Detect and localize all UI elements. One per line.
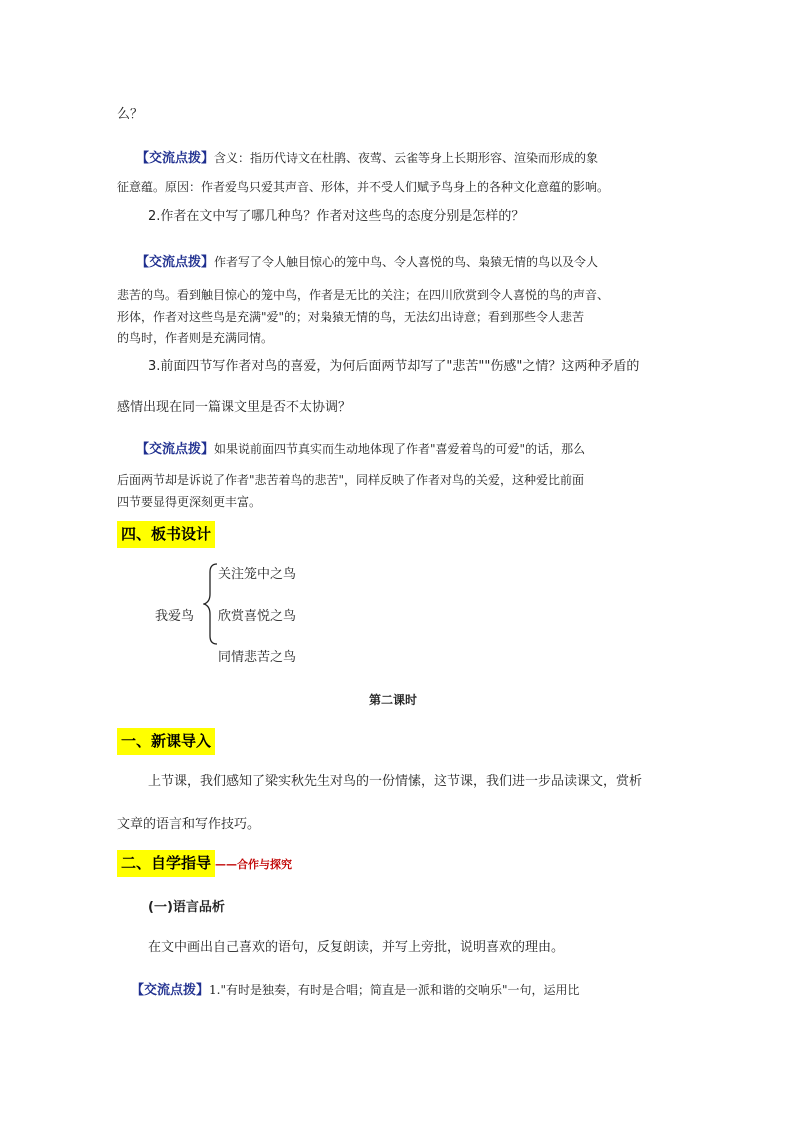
tip-key: 【交流点拨】 xyxy=(136,442,215,457)
board-branch: 欣赏喜悦之鸟 xyxy=(218,609,297,624)
tip-text: 后面两节却是诉说了作者"悲苦着鸟的悲苦"，同样反映了作者对鸟的关爱，这种爱比前面 xyxy=(117,473,585,487)
tip-text: 形体，作者对这些鸟是充满"爱"的；对枭猿无情的鸟，无法幻出诗意；看到那些令人悲苦 xyxy=(117,310,585,324)
lesson-title: 第二课时 xyxy=(369,693,418,707)
section-heading-row xyxy=(117,850,292,877)
tip-key: 【交流点拨】 xyxy=(131,983,210,998)
question-2: 2.作者在文中写了哪几种鸟？作者对这些鸟的态度分别是怎样的？ xyxy=(148,209,525,224)
tip-text: 悲苦的鸟。看到触目惊心的笼中鸟，作者是无比的关注；在四川欣赏到令人喜悦的鸟的声音、 xyxy=(117,288,610,302)
tip-text: 的话，那么 xyxy=(525,442,586,456)
board-branch: 同情悲苦之鸟 xyxy=(218,650,297,665)
section-subtitle: ——合作与探究 xyxy=(215,858,293,871)
subsection-title: (一)语言品析 xyxy=(148,900,225,915)
discussion-tip-2 xyxy=(136,256,598,269)
tip-text: 的鸟时，作者则是充满同情。 xyxy=(117,331,274,345)
question-3-cont: 感情出现在同一篇课文里是否不太协调？ xyxy=(117,400,352,415)
board-branch: 关注笼中之鸟 xyxy=(218,567,297,582)
brace-icon xyxy=(203,562,219,646)
tip-key: 【交流点拨】 xyxy=(136,255,215,270)
discussion-tip-3 xyxy=(136,443,585,456)
tip-text: 含义：指历代诗文在杜鹃、夜莺、云雀等身上长期形容、渲染而形成的象 xyxy=(214,151,599,165)
tip-text: 1."有时是独奏，有时是合唱；简直是一派和谐的交响乐"一句，运用比 xyxy=(209,983,580,997)
intro-text: 文章的语言和写作技巧。 xyxy=(117,817,261,832)
text-line: 么？ xyxy=(117,107,144,122)
tip-text: 作者写了令人触目惊心的笼中鸟、令人喜悦的鸟、枭猿无情的鸟以及令人 xyxy=(214,255,599,269)
task-text: 在文中画出自己喜欢的语句，反复朗读，并写上旁批，说明喜欢的理由。 xyxy=(148,940,565,955)
board-root: 我爱鸟 xyxy=(155,609,195,624)
tip-text: 如果说前面四节真实而生动地体现了作者 xyxy=(214,442,431,456)
tip-text: 四节要显得更深刻更丰富。 xyxy=(117,495,262,509)
intro-text: 上节课，我们感知了梁实秋先生对鸟的一份情愫，这节课，我们进一步品读课文，赏析 xyxy=(148,774,643,789)
quote-text: "喜爱着鸟的可爱" xyxy=(430,442,526,456)
section-heading: 四、板书设计 xyxy=(117,521,215,548)
discussion-tip-1 xyxy=(136,152,598,165)
section-heading: 二、自学指导 xyxy=(117,850,215,877)
section-heading: 一、新课导入 xyxy=(117,728,215,755)
tip-key: 【交流点拨】 xyxy=(136,151,215,166)
question-3: 3.前面四节写作者对鸟的喜爱，为何后面两节却写了"悲苦""伤感"之情？这两种矛盾的 xyxy=(148,359,640,374)
tip-text: 征意蕴。原因：作者爱鸟只爱其声音、形体，并不受人们赋予鸟身上的各种文化意蕴的影响。 xyxy=(117,180,610,194)
discussion-tip-4 xyxy=(131,984,580,997)
